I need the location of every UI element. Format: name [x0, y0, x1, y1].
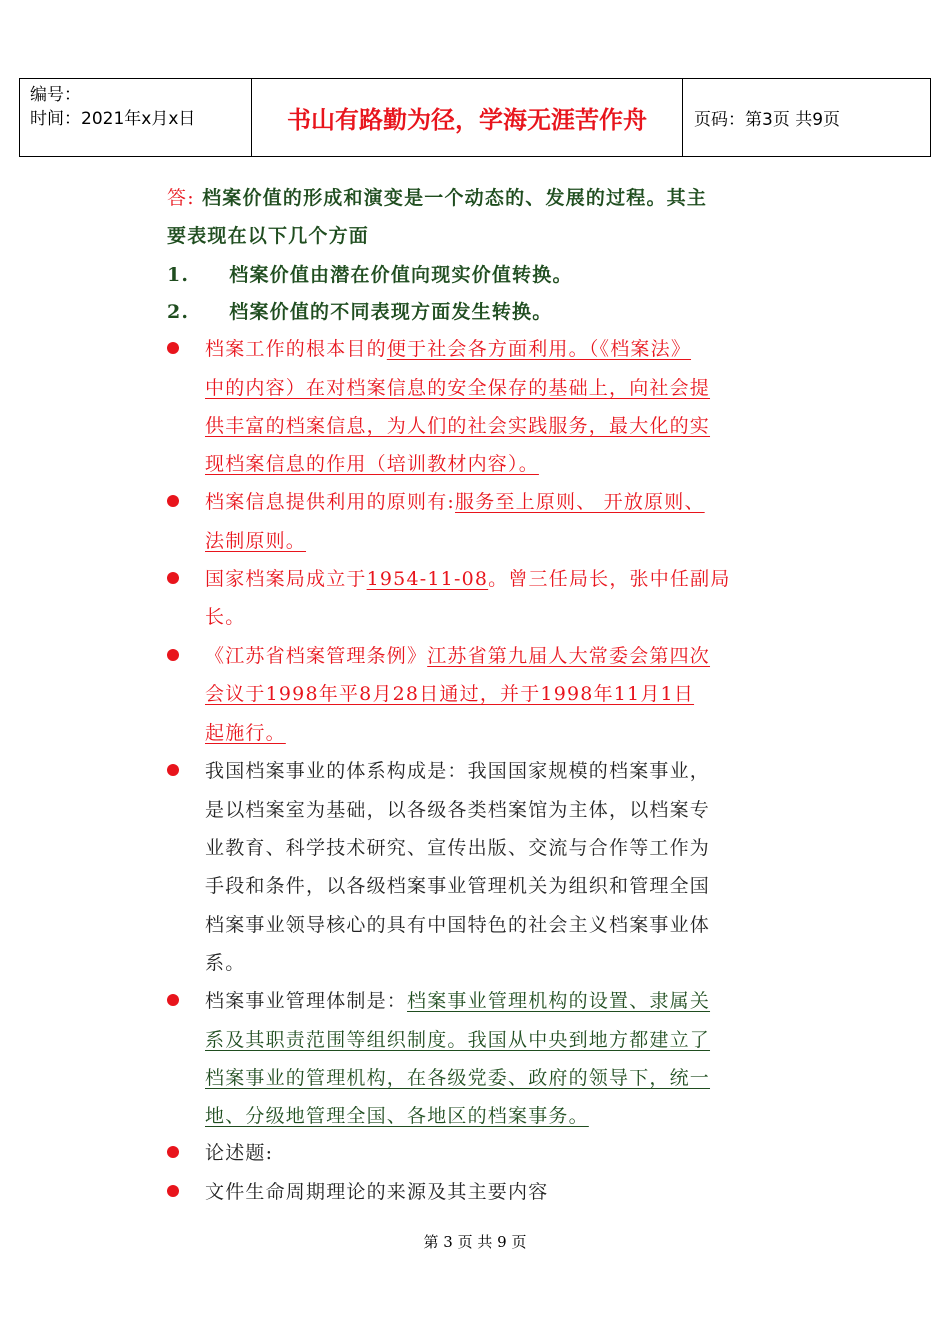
bullet-1-line-4: 现档案信息的作用（培训教材内容）。: [205, 453, 539, 475]
bullet-dot: [167, 764, 179, 776]
bullet-7-line-1: 论述题:: [205, 1142, 274, 1164]
header-page-label: 页码：第3页 共9页: [694, 110, 841, 130]
bullet-4-line-2: 会议于1998年平8月28日通过，并于1998年11月1日: [205, 683, 695, 705]
bullet-6-line-2: 系及其职责范围等组织制度。我国从中央到地方都建立了: [205, 1029, 711, 1051]
bullet-6-text: 档案事业管理体制是：: [205, 990, 408, 1012]
bullet-6-underlined: 档案事业管理机构的设置、隶属关: [407, 990, 711, 1012]
bullet-5-line-5: 档案事业领导核心的具有中国特色的社会主义档案事业体: [205, 914, 711, 936]
answer-line-2: 要表现在以下几个方面: [167, 225, 370, 247]
bullet-5-line-6: 系。: [205, 952, 246, 974]
item-text: 档案价值由潜在价值向现实价值转换。: [229, 264, 573, 286]
bullet-4-text: 《江苏省档案管理条例》: [205, 645, 428, 667]
bullet-4-underlined: 江苏省第九届人大常委会第四次: [427, 645, 711, 667]
bullet-3-rest: 。曾三任局长，张中任副局: [488, 568, 731, 590]
time-label: 时间：2021年x月x日: [30, 109, 196, 129]
item-number: 2.: [167, 301, 190, 323]
bullet-dot: [167, 1146, 179, 1158]
header-motto: 书山有路勤为径，学海无涯苦作舟: [252, 79, 683, 156]
header-meta: [20, 79, 252, 156]
bullet-2-underlined: 服务至上原则、 开放原则、: [455, 491, 705, 513]
bullet-5-line-1: 我国档案事业的体系构成是：我国国家规模的档案事业，: [205, 760, 711, 782]
bullet-dot: [167, 572, 179, 584]
bullet-3-date: 1954-11-08: [366, 568, 489, 590]
bullet-4-line-1: [205, 641, 710, 668]
item-text: 档案价值的不同表现方面发生转换。: [229, 301, 553, 323]
bullet-2-line-2: 法制原则。: [205, 530, 307, 552]
bullet-dot: [167, 495, 179, 507]
item-number: 1.: [167, 264, 190, 286]
answer-line-1: [167, 183, 707, 210]
answer-text-1: 档案价值的形成和演变是一个动态的、发展的过程。其主: [202, 187, 708, 209]
bullet-5-line-2: 是以档案室为基础，以各级各类档案馆为主体，以档案专: [205, 799, 711, 821]
bullet-1-underlined: 便于社会各方面利用。（《档案法》: [386, 338, 692, 360]
bullet-5-line-4: 手段和条件，以各级档案事业管理机关为组织和管理全国: [205, 875, 711, 897]
answer-item-2: [167, 297, 552, 324]
bullet-1-line-2: 中的内容）在对档案信息的安全保存的基础上，向社会提: [205, 377, 711, 399]
bullet-dot: [167, 1185, 179, 1197]
bullet-6-line-3: 档案事业的管理机构，在各级党委、政府的领导下，统一: [205, 1067, 711, 1089]
bullet-6-line-4: 地、分级地管理全国、各地区的档案事务。: [205, 1105, 589, 1127]
page-footer: 第 3 页 共 9 页: [423, 1233, 527, 1251]
bullet-2-line-1: [205, 487, 705, 514]
bullet-dot: [167, 649, 179, 661]
bullet-2-text: 档案信息提供利用的原则有:: [205, 491, 456, 513]
answer-prefix: 答:: [167, 187, 195, 209]
bullet-1-line-1: [205, 334, 691, 361]
bullet-4-line-3: 起施行。: [205, 722, 286, 744]
bullet-3-line-2: 长。: [205, 606, 246, 628]
bullet-5-line-3: 业教育、科学技术研究、宣传出版、交流与合作等工作为: [205, 837, 711, 859]
bullet-3-text: 国家档案局成立于: [205, 568, 367, 590]
bullet-dot: [167, 994, 179, 1006]
document-header: [19, 78, 931, 157]
bullet-3-line-1: [205, 564, 731, 591]
answer-item-1: [167, 260, 573, 287]
bullet-8-line-1: 文件生命周期理论的来源及其主要内容: [205, 1181, 549, 1203]
number-label: 编号：: [30, 85, 81, 105]
bullet-dot: [167, 342, 179, 354]
bullet-1-text: 档案工作的根本目的: [205, 338, 387, 360]
bullet-6-line-1: [205, 986, 710, 1013]
bullet-1-line-3: 供丰富的档案信息，为人们的社会实践服务，最大化的实: [205, 415, 711, 437]
